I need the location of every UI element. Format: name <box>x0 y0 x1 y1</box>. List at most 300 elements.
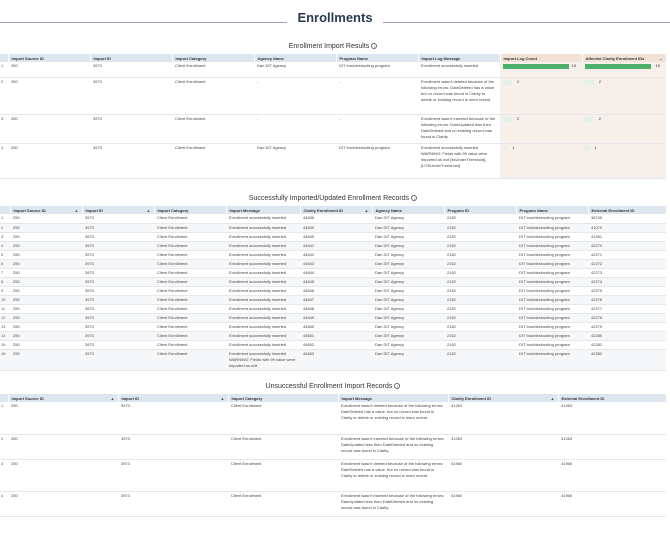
column-header[interactable] <box>10 206 82 214</box>
table-cell: DIT troubleshooting program <box>516 313 588 322</box>
table-cell: Enrollment wasn't inserted because of the following errors: DateUpdated less then DateDeleted and no existing record was found in Clarity. <box>338 434 448 459</box>
table-cell: Client Enrollment <box>228 491 338 516</box>
table-cell: 2152 <box>444 259 516 268</box>
table-cell: 42274 <box>588 277 666 286</box>
table-cell: 2152 <box>444 331 516 340</box>
table-cell: DIT troubleshooting program <box>516 331 588 340</box>
table-cell: Enrollment successfully inserted <box>226 295 300 304</box>
cell-import-id: 3973 <box>90 114 172 143</box>
table-cell: 3973 <box>118 402 228 434</box>
cell-agency: Dan DIT Agency <box>254 143 336 178</box>
column-header[interactable]: Program Name <box>336 54 418 62</box>
table-cell: 250 <box>8 459 118 491</box>
row-number: 15 <box>0 340 10 349</box>
table-cell: 250 <box>8 434 118 459</box>
table-cell: Client Enrollment <box>228 459 338 491</box>
affected-ids-cell <box>582 114 666 143</box>
table-cell: Client Enrollment <box>228 402 338 434</box>
row-number: 12 <box>0 313 10 322</box>
import-results-title: Enrollment Import Results <box>288 43 370 50</box>
row-number: 9 <box>0 286 10 295</box>
table-cell: DIT troubleshooting program <box>516 304 588 313</box>
cell-agency: - <box>254 114 336 143</box>
cell-import-id: 3973 <box>90 143 172 178</box>
table-cell: Client Enrollment <box>154 232 226 241</box>
table-row[interactable] <box>0 340 666 349</box>
sort-arrow-icon[interactable]: ▲ <box>110 395 115 401</box>
table-cell: Client Enrollment <box>154 340 226 349</box>
cell-agency: Dan DIT Agency <box>254 62 336 77</box>
table-cell: 3973 <box>82 304 154 313</box>
count-value: 15 <box>571 63 576 68</box>
table-cell: DIT troubleshooting program <box>516 286 588 295</box>
table-cell: Client Enrollment <box>228 434 338 459</box>
table-cell: 250 <box>10 214 82 223</box>
table-cell: Client Enrollment <box>154 304 226 313</box>
table-cell: Dan DIT Agency <box>372 349 444 370</box>
successful-records-table <box>0 206 667 371</box>
column-header[interactable] <box>118 394 228 402</box>
column-header-label: Import ID <box>121 395 140 401</box>
table-cell: Dan DIT Agency <box>372 295 444 304</box>
column-header[interactable] <box>300 206 372 214</box>
row-number: 3 <box>0 114 8 143</box>
import-log-count-cell <box>500 114 582 143</box>
affected-ids-cell <box>582 143 666 178</box>
row-number: 3 <box>0 459 8 491</box>
count-value: 2 <box>516 78 520 84</box>
table-cell: Dan DIT Agency <box>372 250 444 259</box>
table-cell: 44651 <box>300 331 372 340</box>
table-cell: Enrollment wasn't deleted because of the following errors: DateDeleted has a value, but no record was found in Clarity to delete or existing record is more recent. <box>338 402 448 434</box>
cell-category: Client Enrollment <box>172 143 254 178</box>
successful-header-row <box>0 206 666 214</box>
table-cell: 250 <box>10 268 82 277</box>
table-cell: 41263 <box>558 402 666 434</box>
row-number: 14 <box>0 331 10 340</box>
table-row[interactable] <box>0 143 666 178</box>
row-number-header <box>0 394 8 402</box>
table-cell: 42281 <box>588 340 666 349</box>
table-cell: 3973 <box>82 313 154 322</box>
table-cell: 42271 <box>588 250 666 259</box>
cell-source: 250 <box>8 62 90 77</box>
table-cell: 41960 <box>558 459 666 491</box>
table-cell: 42275 <box>588 286 666 295</box>
table-cell: Dan DIT Agency <box>372 322 444 331</box>
table-cell: Dan DIT Agency <box>372 331 444 340</box>
unsuccessful-records-table <box>0 394 667 517</box>
table-cell: Client Enrollment <box>154 349 226 370</box>
table-row[interactable] <box>0 114 666 143</box>
table-cell: 3973 <box>82 295 154 304</box>
successful-title-wrap <box>0 192 666 206</box>
table-cell: 250 <box>10 340 82 349</box>
table-cell: Enrollment successfully inserted <box>226 232 300 241</box>
table-cell: 250 <box>10 232 82 241</box>
import-log-count-cell <box>500 62 582 77</box>
table-cell: Client Enrollment <box>154 268 226 277</box>
table-cell: Dan DIT Agency <box>372 259 444 268</box>
column-header[interactable]: Import Source ID <box>8 54 90 62</box>
table-cell: 250 <box>10 223 82 232</box>
table-cell: 3973 <box>82 250 154 259</box>
column-header-label: Import Source ID <box>13 207 46 213</box>
cell-source: 250 <box>8 77 90 114</box>
table-cell: 2152 <box>444 349 516 370</box>
cell-message: Enrollment wasn't deleted because of the following errors: DateDeleted has a value, but no record was found in Clarity to delete or existing record is more recent. <box>418 77 500 114</box>
cell-import-id: 3973 <box>90 62 172 77</box>
column-header[interactable]: Import ID <box>90 54 172 62</box>
table-cell: 2152 <box>444 286 516 295</box>
import-log-count-cell <box>500 143 582 178</box>
table-cell: 3973 <box>82 322 154 331</box>
table-row[interactable] <box>0 434 666 459</box>
table-cell: 42273 <box>588 268 666 277</box>
table-cell: 2152 <box>444 313 516 322</box>
table-cell: 3973 <box>118 491 228 516</box>
page-title: Enrollments <box>287 10 382 25</box>
info-icon[interactable]: i <box>411 195 417 201</box>
cell-category: Client Enrollment <box>172 62 254 77</box>
table-row[interactable] <box>0 331 666 340</box>
table-cell: DIT troubleshooting program <box>516 250 588 259</box>
cell-import-id: 3973 <box>90 77 172 114</box>
table-cell: 41961 <box>588 232 666 241</box>
table-cell: 250 <box>10 313 82 322</box>
table-cell: Client Enrollment <box>154 295 226 304</box>
table-cell: 42278 <box>588 313 666 322</box>
table-cell: 2152 <box>444 223 516 232</box>
table-cell: 2152 <box>444 250 516 259</box>
table-cell: Client Enrollment <box>154 331 226 340</box>
row-number: 6 <box>0 259 10 268</box>
affected-ids-cell <box>582 77 666 114</box>
table-cell: 2152 <box>444 232 516 241</box>
column-header[interactable]: Agency Name <box>254 54 336 62</box>
table-row[interactable] <box>0 223 666 232</box>
cell-category: Client Enrollment <box>172 114 254 143</box>
successful-title: Successfully Imported/Updated Enrollment Records <box>248 195 410 202</box>
row-number: 2 <box>0 77 8 114</box>
table-cell: 41070 <box>588 223 666 232</box>
column-header[interactable]: Program ID <box>444 206 516 214</box>
table-cell: Dan DIT Agency <box>372 214 444 223</box>
column-header[interactable]: Import Category <box>154 206 226 214</box>
table-cell: DIT troubleshooting program <box>516 241 588 250</box>
table-cell: 250 <box>10 277 82 286</box>
table-cell: Dan DIT Agency <box>372 223 444 232</box>
column-header[interactable] <box>8 394 118 402</box>
table-cell: 250 <box>10 259 82 268</box>
row-number: 13 <box>0 322 10 331</box>
table-cell: 44653 <box>300 349 372 370</box>
column-header[interactable] <box>582 54 666 62</box>
affected-bar <box>585 64 651 69</box>
table-row[interactable] <box>0 304 666 313</box>
table-row[interactable] <box>0 62 666 77</box>
table-cell: 250 <box>10 241 82 250</box>
table-cell: DIT troubleshooting program <box>516 295 588 304</box>
cell-program: DIT troubleshooting program <box>336 143 418 178</box>
count-value: 1 <box>512 144 515 150</box>
sort-arrow-icon[interactable]: ▲ <box>146 207 151 213</box>
table-row[interactable] <box>0 402 666 434</box>
import-log-count-cell <box>500 77 582 114</box>
table-cell: 3973 <box>118 459 228 491</box>
column-header[interactable] <box>82 206 154 214</box>
table-row[interactable] <box>0 277 666 286</box>
table-cell: 3973 <box>82 286 154 295</box>
import-results-title-wrap <box>0 40 666 54</box>
row-number: 7 <box>0 268 10 277</box>
table-cell: 250 <box>10 349 82 370</box>
table-cell: 42279 <box>588 322 666 331</box>
count-bar <box>503 146 507 151</box>
table-row[interactable] <box>0 349 666 370</box>
table-cell: Enrollment successfully inserted WARNING: Fields with 99 value were imported as null <box>226 349 300 370</box>
table-cell: 44648 <box>300 304 372 313</box>
table-cell: Enrollment successfully inserted <box>226 322 300 331</box>
affected-bar <box>585 117 594 122</box>
table-cell: 2152 <box>444 241 516 250</box>
row-number: 2 <box>0 223 10 232</box>
column-header-label: Clarity Enrollment ID <box>303 207 344 213</box>
table-cell: 2152 <box>444 268 516 277</box>
table-cell: DIT troubleshooting program <box>516 214 588 223</box>
table-cell: 41960 <box>558 491 666 516</box>
column-header[interactable]: Import Log Count <box>500 54 582 62</box>
row-number: 11 <box>0 304 10 313</box>
column-header[interactable]: Import Log Message <box>418 54 500 62</box>
row-number: 1 <box>0 402 8 434</box>
table-cell: 2152 <box>444 304 516 313</box>
table-cell: 3973 <box>82 241 154 250</box>
affected-value: 1 <box>594 144 597 150</box>
table-cell: Enrollment successfully inserted <box>226 286 300 295</box>
affected-value: 2 <box>598 115 602 121</box>
affected-value: 15 <box>655 63 660 68</box>
table-cell: 3973 <box>82 259 154 268</box>
table-cell: Client Enrollment <box>154 286 226 295</box>
table-cell: 42282 <box>588 349 666 370</box>
table-cell: Client Enrollment <box>154 322 226 331</box>
column-header[interactable]: Import Category <box>172 54 254 62</box>
row-number: 1 <box>0 214 10 223</box>
cell-program: DIT troubleshooting program <box>336 62 418 77</box>
table-cell: 2152 <box>444 295 516 304</box>
table-cell: Enrollment successfully inserted <box>226 277 300 286</box>
unsuccessful-title: Unsuccessful Enrollment Import Records <box>265 383 393 390</box>
sort-arrow-icon[interactable]: ▲ <box>364 207 369 213</box>
table-cell: 44645 <box>300 277 372 286</box>
affected-bar <box>585 80 594 85</box>
table-cell: 38745 <box>588 214 666 223</box>
column-header-label: Affected Clarity Enrollment IDs <box>585 55 645 61</box>
column-header[interactable]: Import Message <box>338 394 448 402</box>
column-header-label: Import Source ID <box>11 395 44 401</box>
table-cell: 42272 <box>588 259 666 268</box>
table-cell: Enrollment successfully inserted <box>226 304 300 313</box>
table-cell: 2152 <box>444 214 516 223</box>
table-cell: DIT troubleshooting program <box>516 322 588 331</box>
table-cell: 44644 <box>300 268 372 277</box>
table-cell: Dan DIT Agency <box>372 304 444 313</box>
table-cell: 44643 <box>300 259 372 268</box>
table-row[interactable] <box>0 459 666 491</box>
table-cell: Enrollment successfully inserted <box>226 241 300 250</box>
table-cell: 44642 <box>300 250 372 259</box>
table-cell: 3973 <box>118 434 228 459</box>
table-row[interactable] <box>0 232 666 241</box>
unsuccessful-title-wrap <box>0 380 666 394</box>
chevron-down-icon[interactable]: ⌄ <box>659 55 663 61</box>
table-cell: Client Enrollment <box>154 277 226 286</box>
table-cell: Dan DIT Agency <box>372 268 444 277</box>
column-header-label: Clarity Enrollment ID <box>451 395 492 401</box>
table-cell: Enrollment successfully inserted <box>226 268 300 277</box>
table-cell: 44652 <box>300 340 372 349</box>
import-results-table <box>0 54 667 179</box>
table-row[interactable] <box>0 250 666 259</box>
column-header[interactable]: External Enrollment ID <box>558 394 666 402</box>
row-number: 4 <box>0 143 8 178</box>
cell-category: Client Enrollment <box>172 77 254 114</box>
table-row[interactable] <box>0 77 666 114</box>
table-row[interactable] <box>0 268 666 277</box>
table-cell: 3973 <box>82 340 154 349</box>
table-row[interactable] <box>0 322 666 331</box>
table-cell: 42277 <box>588 304 666 313</box>
table-cell: DIT troubleshooting program <box>516 223 588 232</box>
table-cell: DIT troubleshooting program <box>516 277 588 286</box>
successful-records-section <box>0 192 666 371</box>
successful-records-body <box>0 214 666 370</box>
table-cell: 44639 <box>300 223 372 232</box>
table-cell: 3973 <box>82 214 154 223</box>
table-cell: 250 <box>10 322 82 331</box>
table-cell: 250 <box>8 491 118 516</box>
table-cell: 44647 <box>300 295 372 304</box>
table-cell: 250 <box>8 402 118 434</box>
table-cell: 250 <box>10 304 82 313</box>
column-header[interactable]: Program Name <box>516 206 588 214</box>
row-number: 3 <box>0 232 10 241</box>
info-icon[interactable]: i <box>394 383 400 389</box>
table-cell: DIT troubleshooting program <box>516 340 588 349</box>
affected-ids-cell <box>582 62 666 77</box>
table-row[interactable] <box>0 286 666 295</box>
row-number-header <box>0 54 8 62</box>
table-cell: Dan DIT Agency <box>372 241 444 250</box>
table-cell: Enrollment wasn't deleted because of the following errors: DateDeleted has a value, but no record was found in Clarity to delete or existing record is more recent. <box>338 459 448 491</box>
table-cell: 250 <box>10 331 82 340</box>
table-row[interactable] <box>0 241 666 250</box>
table-cell: Enrollment successfully inserted <box>226 223 300 232</box>
cell-source: 250 <box>8 143 90 178</box>
table-cell: 42270 <box>588 241 666 250</box>
count-bar <box>503 117 512 122</box>
cell-message: Enrollment successfully inserted WARNING: Fields with 99 value were imported as null [ltsUnderThreshold],[LOSUnderThreshold] <box>418 143 500 178</box>
column-header[interactable]: External Enrollment ID <box>588 206 666 214</box>
table-cell: 41263 <box>558 434 666 459</box>
sort-arrow-icon[interactable]: ▲ <box>550 395 555 401</box>
table-cell: 250 <box>10 286 82 295</box>
row-number-header <box>0 206 10 214</box>
table-cell: 44638 <box>300 214 372 223</box>
row-number: 4 <box>0 491 8 516</box>
table-cell: 44641 <box>300 241 372 250</box>
table-cell: DIT troubleshooting program <box>516 259 588 268</box>
table-row[interactable] <box>0 259 666 268</box>
table-cell: 3973 <box>82 232 154 241</box>
affected-bar <box>585 146 589 151</box>
table-cell: DIT troubleshooting program <box>516 232 588 241</box>
row-number: 2 <box>0 434 8 459</box>
table-cell: 42280 <box>588 331 666 340</box>
column-header[interactable]: Import Category <box>228 394 338 402</box>
table-cell: Enrollment successfully inserted <box>226 259 300 268</box>
row-number: 16 <box>0 349 10 370</box>
table-cell: Client Enrollment <box>154 223 226 232</box>
table-cell: Client Enrollment <box>154 259 226 268</box>
table-cell: DIT troubleshooting program <box>516 349 588 370</box>
cell-program: - <box>336 77 418 114</box>
table-cell: 3973 <box>82 331 154 340</box>
info-icon[interactable]: i <box>371 43 377 49</box>
table-cell: Dan DIT Agency <box>372 277 444 286</box>
table-cell: 44640 <box>300 232 372 241</box>
table-cell: 250 <box>10 295 82 304</box>
sort-arrow-icon[interactable]: ▲ <box>74 207 79 213</box>
table-cell: 41960 <box>448 459 558 491</box>
table-cell: 3973 <box>82 277 154 286</box>
table-cell: Client Enrollment <box>154 250 226 259</box>
cell-message: Enrollment successfully inserted <box>418 62 500 77</box>
column-header-label: Import ID <box>85 207 104 213</box>
table-row[interactable] <box>0 295 666 304</box>
unsuccessful-records-body <box>0 402 666 516</box>
row-number: 8 <box>0 277 10 286</box>
affected-value: 2 <box>598 78 602 84</box>
table-row[interactable] <box>0 491 666 516</box>
row-number: 4 <box>0 241 10 250</box>
cell-source: 250 <box>8 114 90 143</box>
table-cell: Client Enrollment <box>154 313 226 322</box>
table-cell: Enrollment successfully inserted <box>226 331 300 340</box>
table-cell: DIT troubleshooting program <box>516 268 588 277</box>
table-cell: 42276 <box>588 295 666 304</box>
column-header[interactable]: Agency Name <box>372 206 444 214</box>
unsuccessful-records-section <box>0 380 666 517</box>
column-header[interactable] <box>448 394 558 402</box>
column-header[interactable]: Import Message <box>226 206 300 214</box>
table-cell: 41960 <box>448 491 558 516</box>
table-cell: 44650 <box>300 322 372 331</box>
table-cell: 3973 <box>82 223 154 232</box>
table-cell: 41263 <box>448 402 558 434</box>
table-cell: Dan DIT Agency <box>372 340 444 349</box>
table-cell: 250 <box>10 250 82 259</box>
count-value: 2 <box>516 115 520 121</box>
table-row[interactable] <box>0 214 666 223</box>
sort-arrow-icon[interactable]: ▲ <box>220 395 225 401</box>
table-row[interactable] <box>0 313 666 322</box>
row-number: 10 <box>0 295 10 304</box>
table-cell: Enrollment successfully inserted <box>226 340 300 349</box>
row-number: 5 <box>0 250 10 259</box>
import-results-body <box>0 62 666 178</box>
